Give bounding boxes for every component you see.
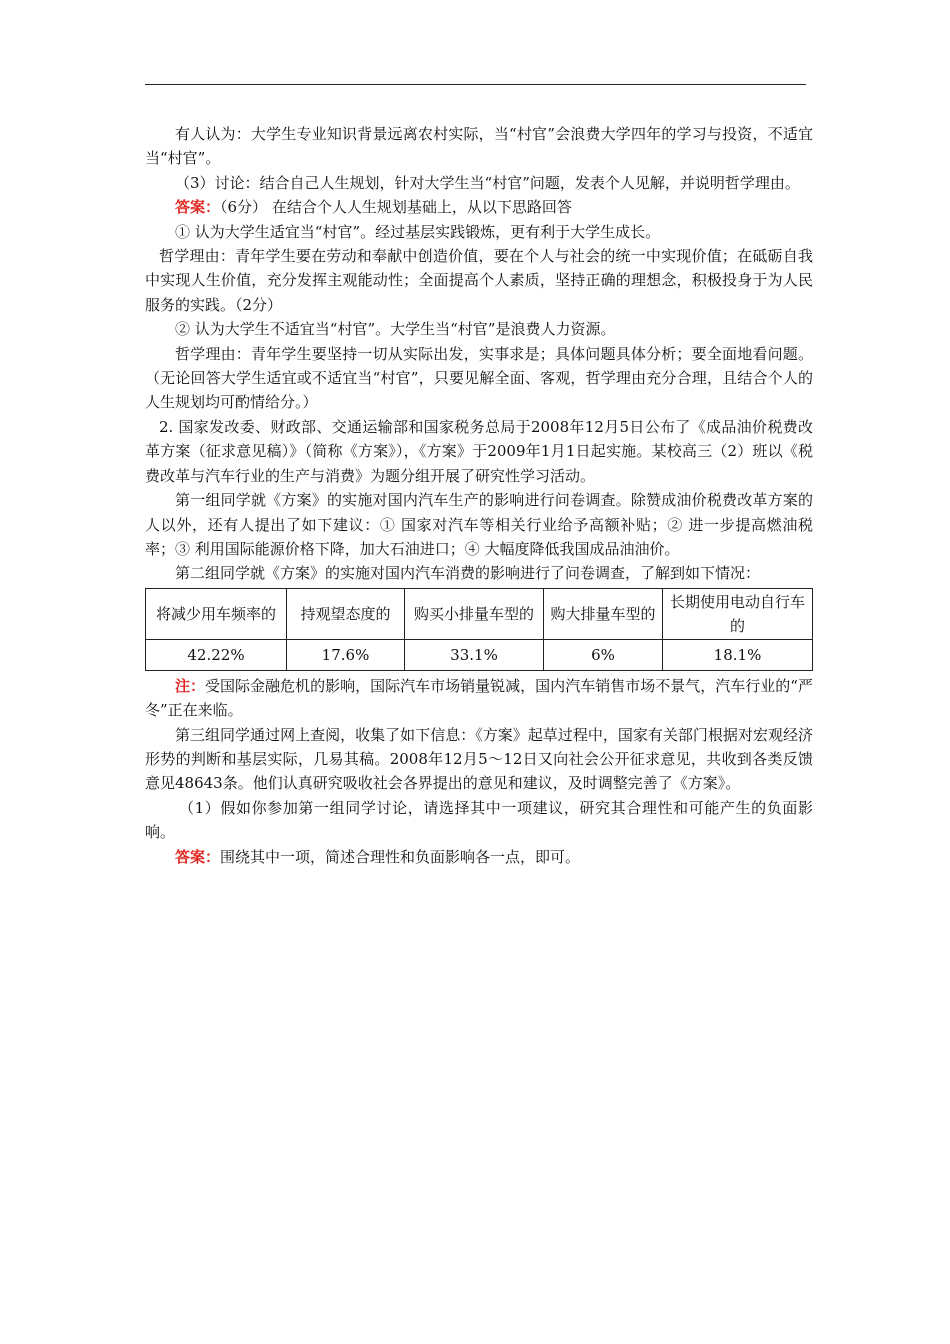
- answer-text: 围绕其中一项，简述合理性和负面影响各一点，即可。: [220, 847, 581, 866]
- note-label: 注：: [175, 676, 206, 695]
- answer-label: 答案：: [175, 198, 221, 217]
- answer-label: 答案：: [175, 847, 221, 866]
- reason-1: 哲学理由：青年学生要在劳动和奉献中创造价值，要在个人与社会的统一中实现价值；在砥砺自我中实现人生价值，充分发挥主观能动性；全面提高个人素质，坚持正确的理想念，积极投身于为人民服务的实践。（2分）: [145, 247, 813, 314]
- table-cell: 42.22%: [146, 639, 287, 670]
- table-cell: 17.6%: [287, 639, 405, 670]
- header-rule: [145, 84, 806, 85]
- table-header-row: [146, 588, 813, 639]
- table-header-cell: 持观望态度的: [287, 588, 405, 639]
- question-3: （3）讨论：结合自己人生规划，针对大学生当“村官”问题，发表个人见解，并说明哲学理由。: [175, 173, 800, 192]
- table-cell: 33.1%: [405, 639, 544, 670]
- answer-intro: （6分） 在结合个人人生规划基础上，从以下思路回答: [220, 198, 572, 217]
- group-3-paragraph: 第三组同学通过网上查阅，收集了如下信息：《方案》起草过程中，国家有关部门根据对宏观经济形势的判断和基层实际，几易其稿。2008年12月5～12日又向社会公开征求意见，共收到各类反馈意见48643条。他们认真研究吸收社会各界提出的意见和建议，及时调整完善了《方案》。: [145, 725, 813, 793]
- answer-2: [145, 845, 813, 869]
- point-1: ① 认为大学生适宜当“村官”。经过基层实践锻炼，更有利于大学生成长。: [175, 222, 661, 241]
- table-header-cell: 将减少用车频率的: [146, 588, 287, 639]
- reason-2: 哲学理由：青年学生要坚持一切从实际出发，实事求是；具体问题具体分析；要全面地看问题。（无论回答大学生适宜或不适宜当“村官”，只要见解全面、客观，哲学理由充分合理，且结合个人的人生规划均可酌情给分。）: [145, 344, 813, 412]
- table-row: [146, 639, 813, 670]
- document-body: [145, 122, 813, 869]
- table-header-cell: 长期使用电动自行车的: [663, 588, 813, 639]
- point-2: ② 认为大学生不适宜当“村官”。大学生当“村官”是浪费人力资源。: [175, 320, 616, 339]
- opinion-paragraph: 有人认为：大学生专业知识背景远离农村实际，当“村官”会浪费大学四年的学习与投资，不适宜当“村官”。: [145, 125, 813, 168]
- survey-table: [145, 588, 813, 671]
- table-cell: 18.1%: [663, 639, 813, 670]
- note-text: 受国际金融危机的影响，国际汽车市场销量锐减，国内汽车销售市场不景气，汽车行业的“严冬”正在来临。: [145, 676, 813, 720]
- question-2-intro: 2. 国家发改委、财政部、交通运输部和国家税务总局于2008年12月5日公布了《成品油价税费改革方案（征求意见稿）》（简称《方案》），《方案》于2009年1月1日起实施。某校高三（2）班以《税费改革与汽车行业的生产与消费》为题分组开展了研究性学习活动。: [145, 417, 813, 485]
- table-header-cell: 购大排量车型的: [544, 588, 663, 639]
- answer-1: [145, 195, 813, 219]
- table-cell: 6%: [544, 639, 663, 670]
- group-1-paragraph: 第一组同学就《方案》的实施对国内汽车生产的影响进行问卷调查。除赞成油价税费改革方案的人以外，还有人提出了如下建议：① 国家对汽车等相关行业给予高额补贴；② 进一步提高燃油税率；③ 利用国际能源价格下降，加大石油进口；④ 大幅度降低我国成品油油价。: [145, 491, 813, 558]
- table-header-cell: 购买小排量车型的: [405, 588, 544, 639]
- note-paragraph: [145, 674, 813, 723]
- group-2-paragraph: 第二组同学就《方案》的实施对国内汽车消费的影响进行了问卷调查，了解到如下情况：: [175, 564, 761, 583]
- question-2-1: （1）假如你参加第一组同学讨论，请选择其中一项建议，研究其合理性和可能产生的负面影响。: [145, 798, 813, 842]
